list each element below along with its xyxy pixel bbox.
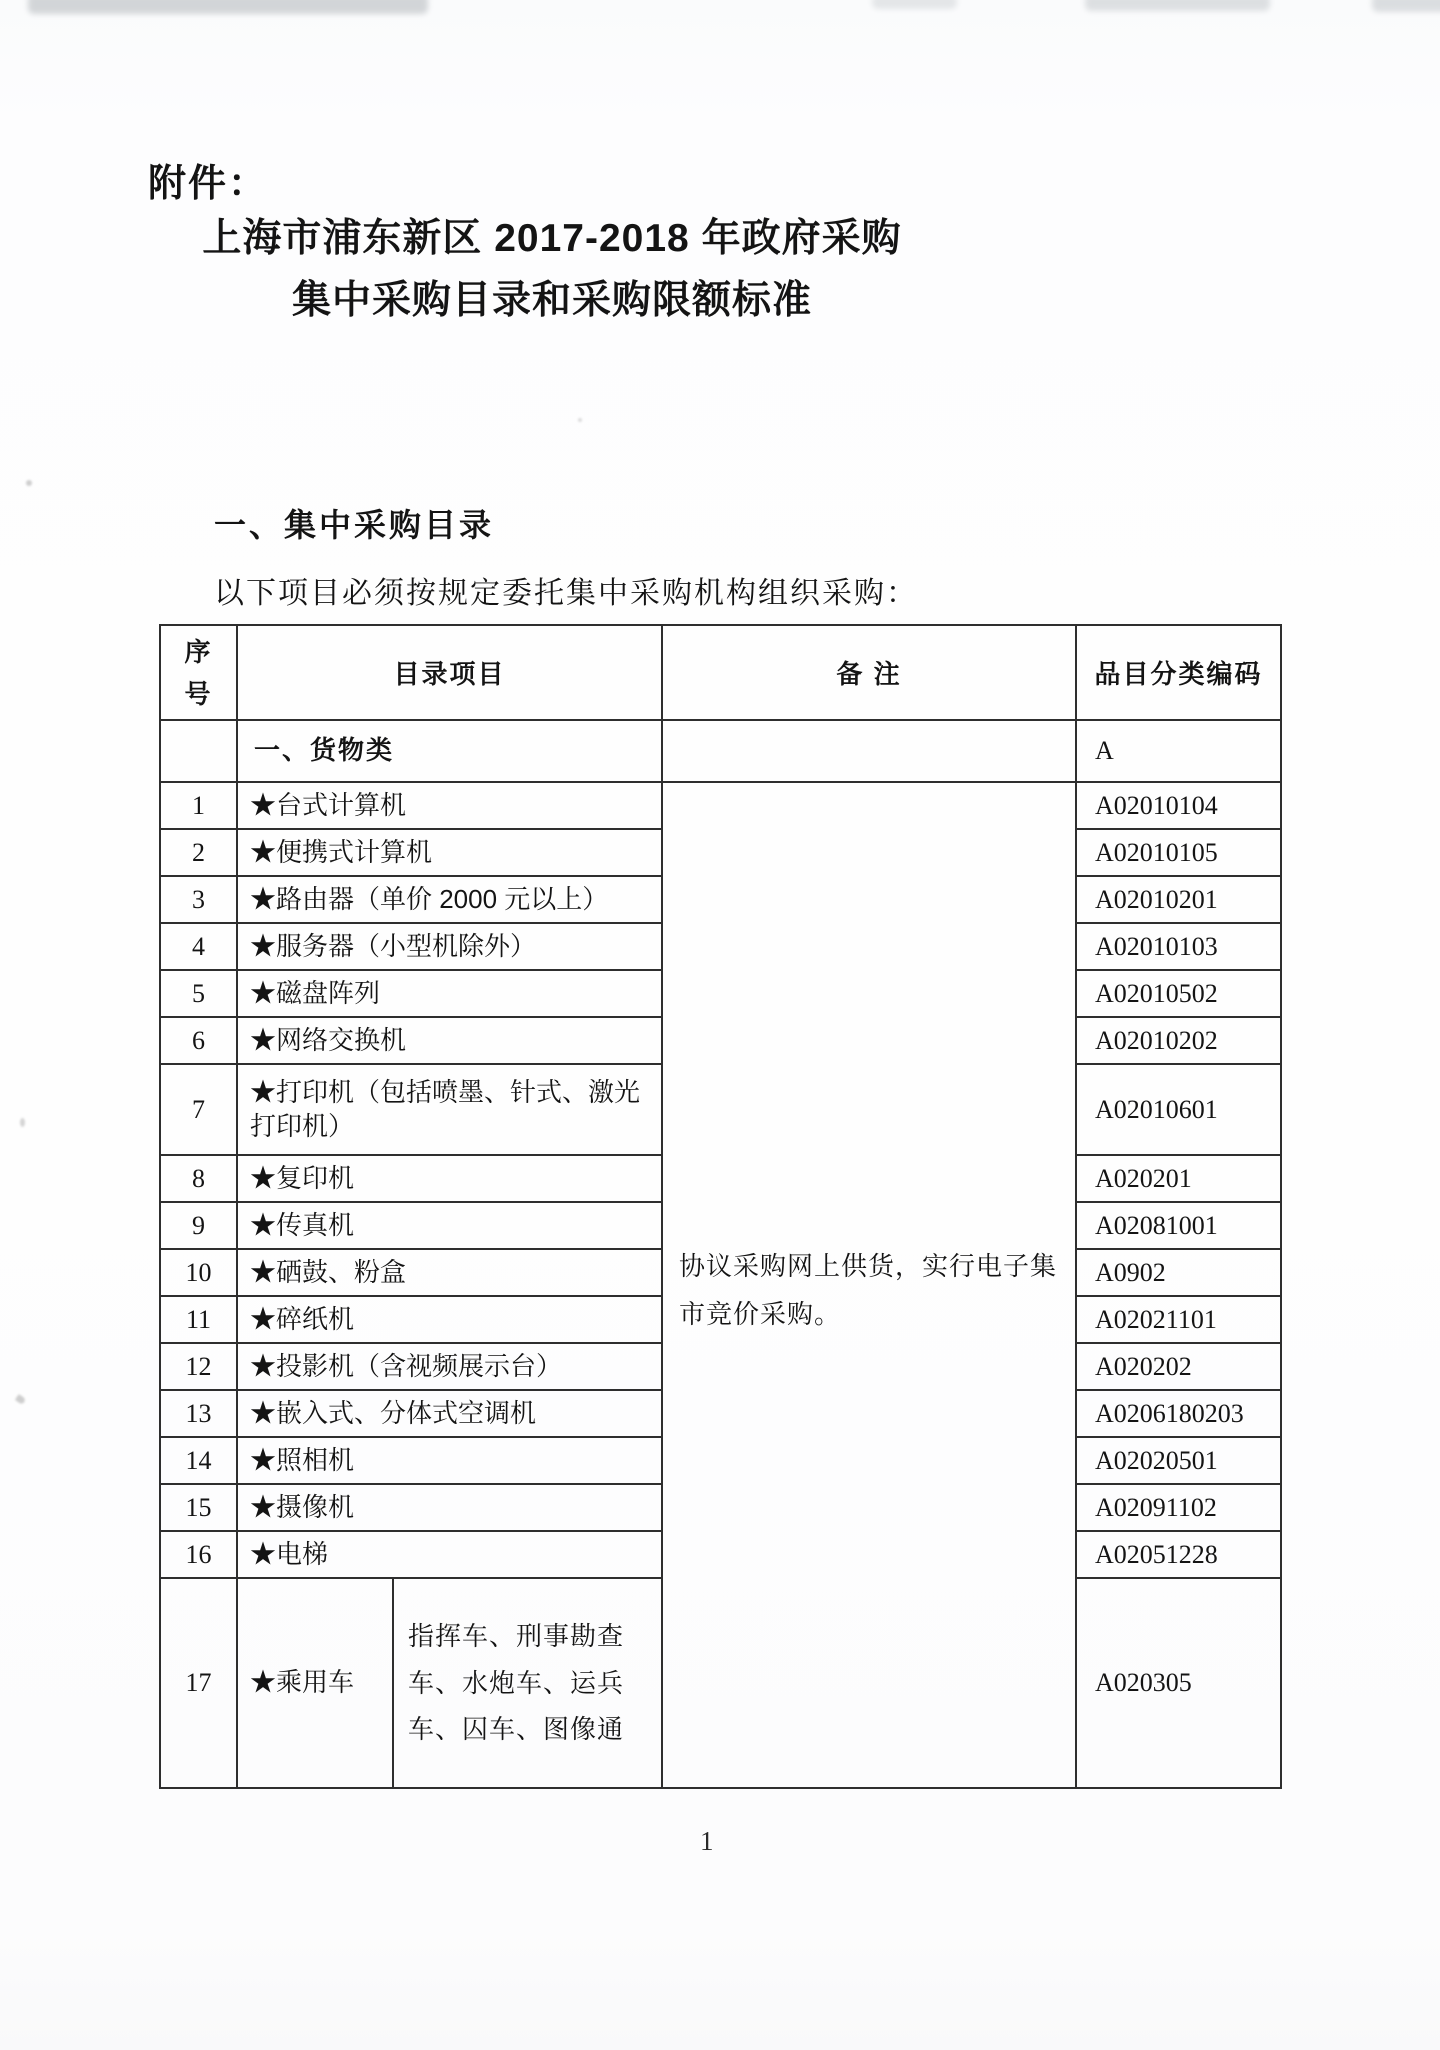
merged-remark-cell: 协议采购网上供货，实行电子集市竞价采购。: [662, 782, 1076, 1788]
row-item: ★硒鼓、粉盒: [237, 1249, 662, 1296]
scan-speck: [26, 480, 32, 486]
scan-speck: [20, 1118, 25, 1127]
row-code: A02051228: [1076, 1531, 1281, 1578]
row-item: ★摄像机: [237, 1484, 662, 1531]
row-code: A0206180203: [1076, 1390, 1281, 1437]
row-no: 13: [160, 1390, 237, 1437]
header-item: 目录项目: [237, 625, 662, 720]
row-item-detail: 指挥车、刑事勘查车、水炮车、运兵车、囚车、图像通: [393, 1578, 662, 1788]
row-item: ★打印机（包括喷墨、针式、激光打印机）: [237, 1064, 662, 1155]
row-no: 15: [160, 1484, 237, 1531]
row-code: A02020501: [1076, 1437, 1281, 1484]
title-line-2: 集中采购目录和采购限额标准: [291, 279, 812, 322]
row-no: 16: [160, 1531, 237, 1578]
row-item: ★复印机: [237, 1155, 662, 1202]
row-item: ★服务器（小型机除外）: [237, 923, 662, 970]
row-item: ★网络交换机: [237, 1017, 662, 1064]
category-remark-cell: [662, 720, 1076, 782]
category-code: A: [1076, 720, 1281, 782]
row-item: ★便携式计算机: [237, 829, 662, 876]
row-no: 8: [160, 1155, 237, 1202]
scan-artifact: [1372, 0, 1440, 12]
row-no: 5: [160, 970, 237, 1017]
row-code: A02010103: [1076, 923, 1281, 970]
row-code: A02091102: [1076, 1484, 1281, 1531]
row-item: ★路由器（单价 2000 元以上）: [237, 876, 662, 923]
scan-artifact: [872, 0, 957, 9]
section-heading: 一、集中采购目录: [214, 507, 495, 543]
title-line-1: 上海市浦东新区 2017-2018 年政府采购: [202, 217, 902, 260]
row-code: A020201: [1076, 1155, 1281, 1202]
intro-text: 以下项目必须按规定委托集中采购机构组织采购：: [214, 577, 918, 610]
header-remark: 备 注: [662, 625, 1076, 720]
row-code: A02010201: [1076, 876, 1281, 923]
row-code: A0902: [1076, 1249, 1281, 1296]
row-no: 3: [160, 876, 237, 923]
row-no: 12: [160, 1343, 237, 1390]
row-no: 6: [160, 1017, 237, 1064]
table-header-row: [160, 625, 1281, 720]
row-no: 11: [160, 1296, 237, 1343]
procurement-catalog-table: [159, 624, 1282, 1789]
scan-speck: [578, 418, 582, 422]
document-title: [0, 208, 1104, 332]
row-no: 1: [160, 782, 237, 829]
category-label: 一、货物类: [237, 720, 662, 782]
category-no-cell: [160, 720, 237, 782]
row-code: A020305: [1076, 1578, 1281, 1788]
row-code: A02010105: [1076, 829, 1281, 876]
row-item: ★乘用车: [237, 1578, 393, 1788]
row-no: 10: [160, 1249, 237, 1296]
table-row: [160, 782, 1281, 829]
row-code: A02010202: [1076, 1017, 1281, 1064]
row-item: ★台式计算机: [237, 782, 662, 829]
row-item: ★传真机: [237, 1202, 662, 1249]
attachment-label: 附件：: [148, 163, 269, 205]
row-item: ★碎纸机: [237, 1296, 662, 1343]
scan-artifact: [28, 0, 428, 14]
row-item: ★磁盘阵列: [237, 970, 662, 1017]
page-number: 1: [700, 1826, 714, 1856]
row-no: 2: [160, 829, 237, 876]
row-no: 9: [160, 1202, 237, 1249]
row-item: ★电梯: [237, 1531, 662, 1578]
row-no: 17: [160, 1578, 237, 1788]
scan-speck: [15, 1394, 26, 1405]
row-code: A02021101: [1076, 1296, 1281, 1343]
row-code: A02010104: [1076, 782, 1281, 829]
scan-artifact: [1085, 0, 1270, 11]
header-code: 品目分类编码: [1076, 625, 1281, 720]
row-item: ★嵌入式、分体式空调机: [237, 1390, 662, 1437]
header-no: 序号: [160, 625, 237, 720]
row-code: A02010601: [1076, 1064, 1281, 1155]
row-item: ★投影机（含视频展示台）: [237, 1343, 662, 1390]
row-code: A020202: [1076, 1343, 1281, 1390]
row-item: ★照相机: [237, 1437, 662, 1484]
row-no: 14: [160, 1437, 237, 1484]
row-no: 4: [160, 923, 237, 970]
category-row: [160, 720, 1281, 782]
row-code: A02010502: [1076, 970, 1281, 1017]
row-code: A02081001: [1076, 1202, 1281, 1249]
row-no: 7: [160, 1064, 237, 1155]
